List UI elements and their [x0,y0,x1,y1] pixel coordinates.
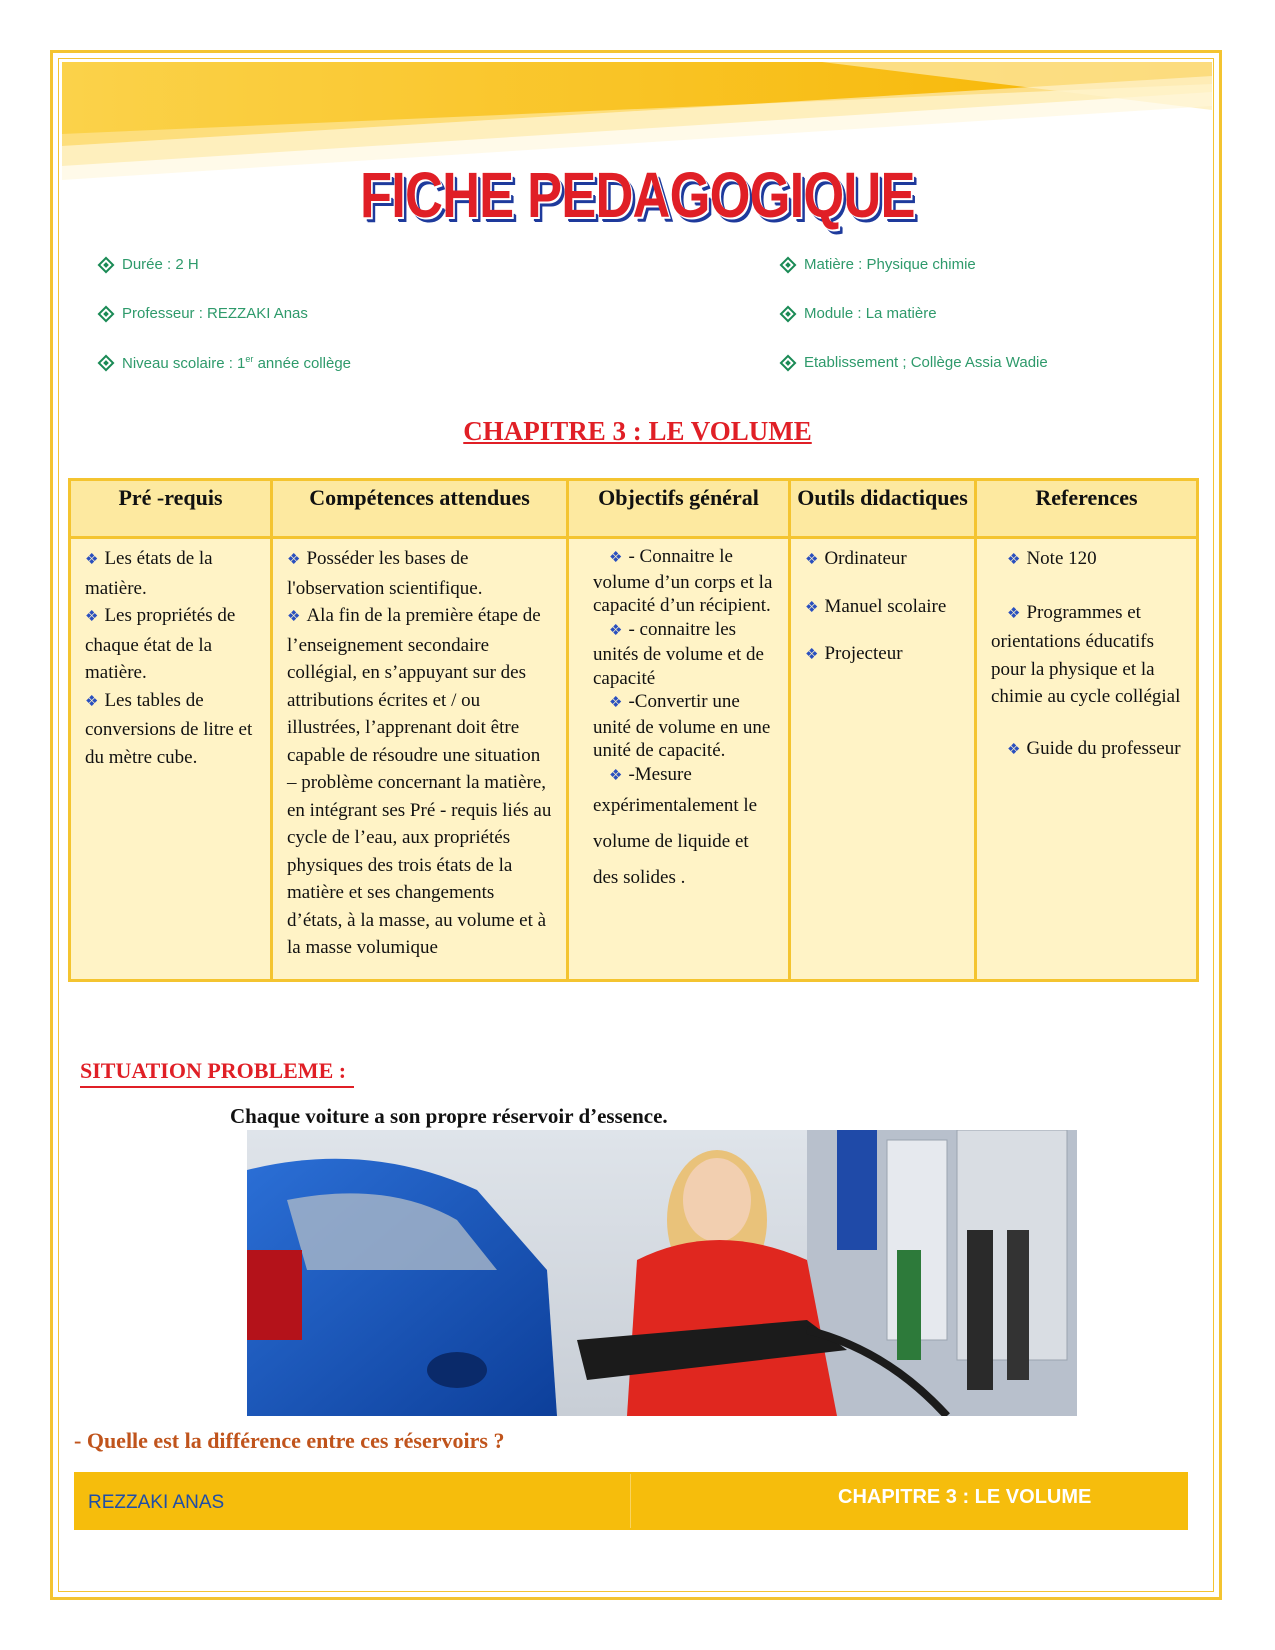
diamond-bullet-icon: ❖ [1007,605,1021,622]
diamond-bullet-icon [98,305,115,322]
list-item: ❖ -Convertir une unité de volume en une unité de capacité. [593,691,771,761]
lesson-table [68,478,1199,982]
diamond-bullet-icon: ❖ [805,552,819,568]
diamond-bullet-icon: ❖ [85,693,99,710]
page-title: FICHE PEDAGOGIQUE [360,159,915,231]
info-subject-text: Matière : Physique chimie [804,256,976,273]
page-footer [74,1472,1188,1530]
info-module [782,305,937,322]
info-subject [782,256,976,273]
diamond-bullet-icon [780,305,797,322]
list-item: ❖ Ala fin de la première étape de l’enseignement secondaire collégial, en s’appuyant sur des attributions écrites et / ou illustrées, l’apprenant doit être capable de résoudre une situation – problème concernant la matière, en intégrant ses Pré - requis liés au cycle de l’eau, aux propriétés physiques des trois états de la matière et ses changements d’états, à la masse, au volume et à la masse volumique [287,605,552,958]
list-item: ❖ Ordinateur [805,548,907,569]
chapter-title: CHAPITRE 3 : LE VOLUME [463,416,812,446]
list-item: ❖ Programmes et orientations éducatifs pour la physique et la chimie au cycle collégial [991,601,1181,707]
diamond-bullet-icon: ❖ [609,767,623,784]
diamond-bullet-icon: ❖ [85,552,99,568]
fuel-station-photo [247,1130,1077,1416]
list-item: ❖ Les propriétés de chaque état de la matière. [85,605,236,683]
diamond-bullet-icon: ❖ [1007,741,1021,758]
list-item: ❖ Manuel scolaire [805,595,947,617]
info-level-text: Niveau scolaire : 1er année collège [122,354,352,372]
header-competences: Compétences attendues [272,480,568,538]
footer-author: REZZAKI ANAS [88,1492,225,1513]
diamond-bullet-icon: ❖ [1007,552,1021,568]
info-teacher-text: Professeur : REZZAKI Anas [122,305,308,322]
info-school [782,354,1048,371]
situation-heading: SITUATION PROBLEME : [80,1058,354,1088]
diamond-bullet-icon [780,256,797,273]
list-item: ❖ Note 120 [1007,548,1097,569]
list-item: ❖ Les états de la matière. [85,548,213,599]
list-item: ❖ Guide du professeur [1007,737,1181,759]
diamond-bullet-icon [98,256,115,273]
header-references: References [976,480,1198,538]
cell-objectifs [568,538,790,981]
diamond-bullet-icon: ❖ [609,695,623,711]
footer-divider [630,1474,631,1528]
diamond-bullet-icon: ❖ [287,552,301,568]
diamond-bullet-icon: ❖ [805,599,819,616]
cell-outils [790,538,976,981]
info-school-text: Etablissement ; Collège Assia Wadie [804,354,1048,371]
header-prerequis: Pré -requis [70,480,272,538]
list-item: ❖ - Connaitre le volume d’un corps et la capacité d’un récipient. [593,546,773,616]
table-row [70,538,1198,981]
list-item: ❖ Les tables de conversions de litre et du mètre cube. [85,689,253,768]
diamond-bullet-icon: ❖ [609,622,623,639]
info-duration [100,256,199,273]
diamond-bullet-icon: ❖ [805,647,819,663]
list-item: ❖ -Mesure [609,763,692,785]
info-duration-text: Durée : 2 H [122,256,199,273]
diamond-bullet-icon: ❖ [609,550,623,566]
diamond-bullet-icon [98,355,115,372]
header-outils: Outils didactiques [790,480,976,538]
cell-competences [272,538,568,981]
list-item: ❖ - connaitre les unités de volume et de capacité [593,618,764,689]
list-item: ❖ Posséder les bases de l'observation scientifique. [287,548,483,599]
diamond-bullet-icon: ❖ [287,609,301,625]
diamond-bullet-icon: ❖ [85,609,99,625]
info-module-text: Module : La matière [804,305,937,322]
diamond-bullet-icon [780,354,797,371]
cell-references [976,538,1198,981]
list-item-continued: expérimentalement le volume de liquide et des solides . [593,795,758,888]
problem-question: - Quelle est la différence entre ces réservoirs ? [74,1428,505,1453]
info-teacher [100,305,308,322]
situation-text: Chaque voiture a son propre réservoir d’essence. [230,1104,668,1128]
table-header-row [70,480,1198,538]
list-item: ❖ Projecteur [805,643,903,664]
footer-chapter: CHAPITRE 3 : LE VOLUME [838,1486,1092,1508]
header-objectifs: Objectifs général [568,480,790,538]
info-level [100,354,351,372]
cell-prerequis [70,538,272,981]
